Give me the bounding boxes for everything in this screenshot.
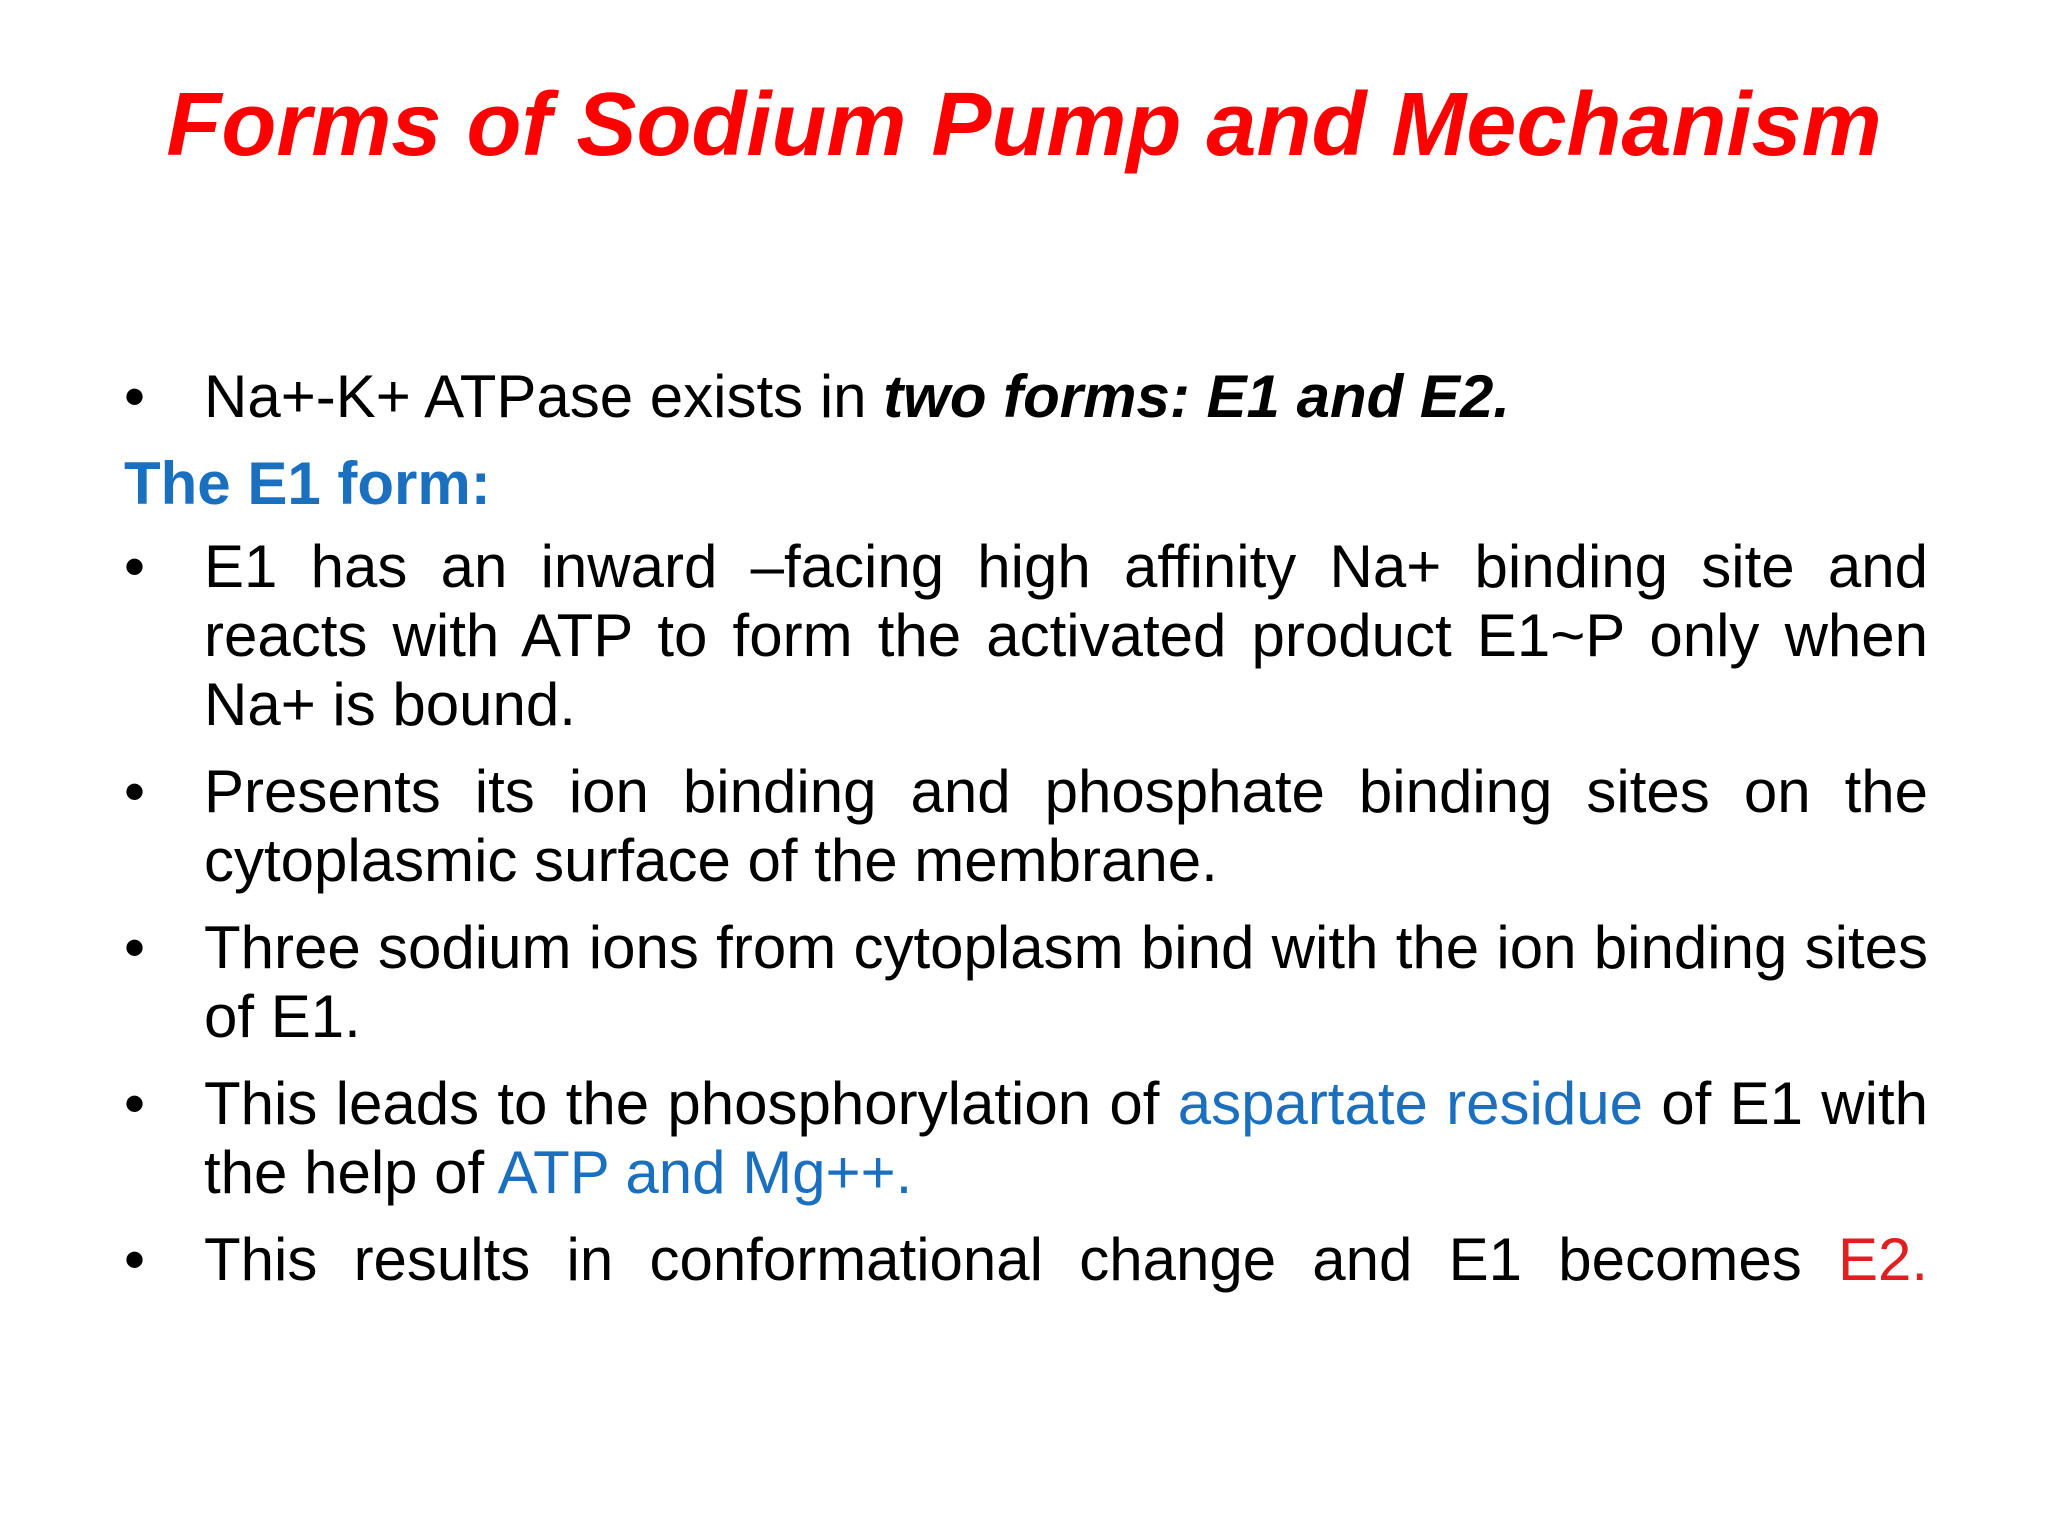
bullet-item xyxy=(124,532,1928,739)
bullet-item xyxy=(124,362,1928,431)
bullet-text: of E1 with the help of xyxy=(204,1070,1929,1206)
bullet-item xyxy=(124,1225,1928,1294)
bullet-icon: • xyxy=(124,1070,146,1137)
bullet-text: Na+-K+ ATPase exists in xyxy=(204,363,884,430)
bullet-icon: • xyxy=(124,533,146,600)
bullet-icon: • xyxy=(124,363,146,430)
bullet-text: This results in conformational change and E1 becomes xyxy=(204,1226,1838,1293)
bullet-text: Three sodium ions from cytoplasm bind with the ion binding sites of E1. xyxy=(204,914,1928,1050)
highlight-text: ATP and Mg++. xyxy=(497,1139,913,1206)
slide-body xyxy=(124,362,1928,1312)
bullet-icon: • xyxy=(124,758,146,825)
bullet-icon: • xyxy=(124,1226,146,1293)
bullet-item xyxy=(124,757,1928,895)
bullet-emphasis: two forms: E1 and E2. xyxy=(883,363,1510,430)
bullet-text: Presents its ion binding and phosphate binding sites on the cytoplasmic surface of the membrane. xyxy=(204,758,1928,894)
bullet-item xyxy=(124,1069,1928,1207)
bullet-text: This leads to the phosphorylation of xyxy=(204,1070,1178,1137)
highlight-text: aspartate residue xyxy=(1177,1070,1643,1137)
bullet-item xyxy=(124,913,1928,1051)
section-heading: The E1 form: xyxy=(124,450,491,517)
highlight-text: E2. xyxy=(1837,1226,1928,1293)
slide-title: Forms of Sodium Pump and Mechanism xyxy=(166,75,1882,175)
bullet-text: E1 has an inward –facing high affinity Na+ binding site and reacts with ATP to form the activated product E1~P only when Na+ is bound. xyxy=(204,533,1928,738)
bullet-icon: • xyxy=(124,914,146,981)
